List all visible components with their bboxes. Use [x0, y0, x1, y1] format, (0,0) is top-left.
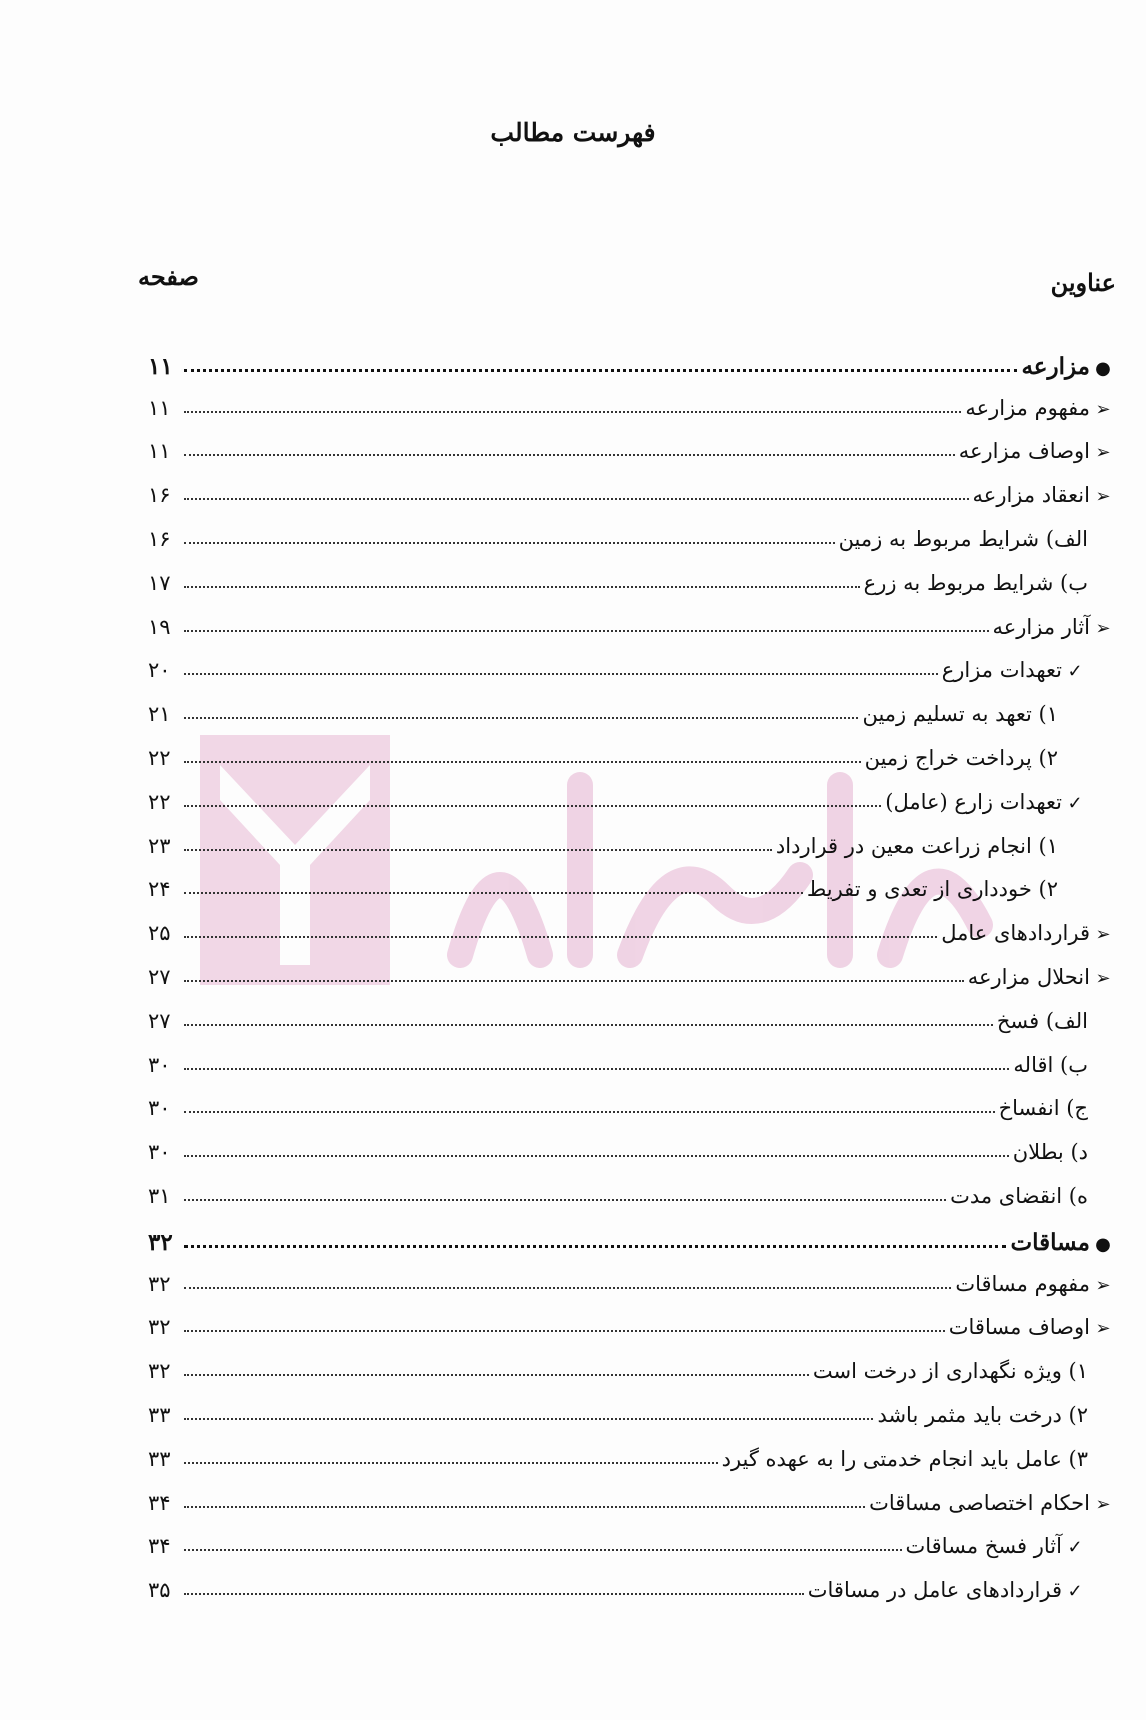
- dot-leader: [184, 611, 989, 632]
- page-title: فهرست مطالب: [490, 118, 656, 147]
- toc-entry-title: ج) انفساخ: [998, 1096, 1088, 1121]
- toc-entry-title: ۱) انجام زراعت معین در قرارداد: [775, 833, 1058, 858]
- toc-entry: [148, 1007, 1116, 1051]
- toc-entry-page-number: ۳۵: [148, 1578, 171, 1603]
- toc-entry-title: د) بطلان: [1012, 1140, 1088, 1165]
- arrow-bullet-icon: ➢: [1095, 1493, 1111, 1515]
- toc-entry-page-number: ۱۶: [148, 483, 171, 508]
- toc-entry: [148, 963, 1116, 1007]
- dot-leader: [184, 1049, 1009, 1070]
- dot-leader: [184, 1005, 993, 1026]
- dot-leader: [184, 786, 881, 807]
- toc-entry: [148, 657, 1116, 701]
- toc-entry-title: اوصاف مساقات: [948, 1315, 1090, 1340]
- toc-entry: [148, 1314, 1116, 1358]
- toc-entry: [148, 394, 1116, 438]
- checkmark-icon: ✓: [1067, 661, 1083, 683]
- arrow-bullet-icon: ➢: [1095, 1274, 1111, 1296]
- arrow-bullet-icon: ➢: [1095, 968, 1111, 990]
- bullet-icon: ●: [1095, 357, 1111, 379]
- toc-entry: [148, 788, 1116, 832]
- dot-leader: [184, 1312, 945, 1333]
- toc-entry: [148, 1095, 1116, 1139]
- toc-entry-title: ب) شرایط مربوط به زرع: [863, 570, 1088, 595]
- arrow-bullet-icon: ➢: [1095, 924, 1111, 946]
- toc-entry-title: آثار مزارعه: [992, 614, 1090, 639]
- arrow-bullet-icon: ➢: [1095, 442, 1111, 464]
- checkmark-icon: ✓: [1067, 1581, 1083, 1603]
- toc-entry-page-number: ۲۷: [148, 965, 171, 990]
- toc-entry-page-number: ۳۰: [148, 1140, 171, 1165]
- toc-entry-page-number: ۲۱: [148, 702, 171, 727]
- toc-entry-page-number: ۱۱: [148, 352, 173, 380]
- toc-entry: [148, 350, 1116, 394]
- toc-entry-page-number: ۳۴: [148, 1534, 171, 1559]
- dot-leader: [184, 874, 803, 895]
- page-column-header: صفحه: [138, 262, 199, 291]
- dot-leader: [184, 1574, 804, 1595]
- toc-entry-title: ۲) درخت باید مثمر باشد: [877, 1403, 1088, 1428]
- dot-leader: [184, 961, 964, 982]
- toc-entry-page-number: ۳۲: [148, 1271, 171, 1296]
- toc-entry-title: الف) فسخ: [996, 1008, 1088, 1033]
- toc-entry: [148, 1182, 1116, 1226]
- dot-leader: [184, 1355, 809, 1376]
- toc-entry: [148, 1051, 1116, 1095]
- toc-entry-page-number: ۳۳: [148, 1446, 171, 1471]
- toc-entry: [148, 1489, 1116, 1533]
- toc-entry-title: ۱) ویژه نگهداری از درخت است: [812, 1359, 1088, 1384]
- checkmark-icon: ✓: [1067, 1537, 1083, 1559]
- table-of-contents: [148, 350, 1116, 1620]
- toc-entry-page-number: ۱۹: [148, 614, 171, 639]
- checkmark-icon: ✓: [1067, 792, 1083, 814]
- dot-leader: [184, 1224, 1006, 1248]
- arrow-bullet-icon: ➢: [1095, 486, 1111, 508]
- toc-entry-title: تعهدات زارع (عامل): [885, 789, 1062, 814]
- dot-leader: [184, 1399, 873, 1420]
- dot-leader: [184, 567, 860, 588]
- dot-leader: [184, 655, 938, 676]
- titles-column-header: عناوین: [1050, 268, 1116, 297]
- toc-entry-title: ۳) عامل باید انجام خدمتی را به عهده گیرد: [721, 1446, 1088, 1471]
- toc-entry: [148, 700, 1116, 744]
- toc-entry-title: الف) شرایط مربوط به زمین: [838, 527, 1088, 552]
- toc-entry-page-number: ۲۲: [148, 789, 171, 814]
- dot-leader: [184, 1268, 951, 1289]
- toc-entry-title: انعقاد مزارعه: [972, 483, 1090, 508]
- toc-entry-title: انحلال مزارعه: [967, 965, 1090, 990]
- toc-entry-title: مفهوم مساقات: [955, 1271, 1090, 1296]
- toc-entry-title: قراردادهای عامل در مساقات: [807, 1578, 1062, 1603]
- toc-entry-title: ۲) خودداری از تعدی و تفریط: [806, 877, 1058, 902]
- dot-leader: [184, 698, 858, 719]
- toc-entry: [148, 1226, 1116, 1270]
- toc-entry: [148, 525, 1116, 569]
- dot-leader: [184, 917, 937, 938]
- toc-entry-page-number: ۲۷: [148, 1008, 171, 1033]
- bullet-icon: ●: [1095, 1233, 1111, 1255]
- toc-entry-title: تعهدات مزارع: [941, 658, 1062, 683]
- toc-entry-page-number: ۳۰: [148, 1096, 171, 1121]
- toc-entry: [148, 569, 1116, 613]
- toc-entry-page-number: ۱۱: [148, 395, 171, 420]
- dot-leader: [184, 1136, 1009, 1157]
- toc-entry: [148, 919, 1116, 963]
- toc-entry-title: آثار فسخ مساقات: [905, 1534, 1062, 1559]
- toc-entry: [148, 1445, 1116, 1489]
- toc-entry-page-number: ۲۴: [148, 877, 171, 902]
- toc-entry-page-number: ۱۱: [148, 439, 171, 464]
- toc-entry-title: ۲) پرداخت خراج زمین: [864, 746, 1058, 771]
- toc-entry: [148, 876, 1116, 920]
- dot-leader: [184, 523, 835, 544]
- arrow-bullet-icon: ➢: [1095, 1318, 1111, 1340]
- toc-entry: [148, 481, 1116, 525]
- toc-entry-page-number: ۳۴: [148, 1490, 171, 1515]
- toc-entry-page-number: ۳۳: [148, 1403, 171, 1428]
- toc-entry-page-number: ۱۷: [148, 570, 171, 595]
- dot-leader: [184, 436, 955, 457]
- toc-entry-title: ب) اقاله: [1013, 1052, 1088, 1077]
- toc-entry: [148, 832, 1116, 876]
- toc-entry-title: ه) انقضای مدت: [950, 1184, 1088, 1209]
- toc-entry-title: قراردادهای عامل: [941, 921, 1090, 946]
- dot-leader: [184, 1443, 718, 1464]
- toc-entry-page-number: ۳۲: [148, 1228, 173, 1256]
- toc-entry-title: ۱) تعهد به تسلیم زمین: [862, 702, 1058, 727]
- toc-entry: [148, 613, 1116, 657]
- dot-leader: [184, 392, 961, 413]
- dot-leader: [184, 348, 1017, 372]
- toc-entry-title: مزارعه: [1021, 352, 1090, 380]
- dot-leader: [184, 1531, 902, 1552]
- dot-leader: [184, 1180, 946, 1201]
- toc-entry: [148, 438, 1116, 482]
- toc-entry-page-number: ۳۰: [148, 1052, 171, 1077]
- dot-leader: [184, 742, 861, 763]
- toc-entry: [148, 1357, 1116, 1401]
- toc-entry: [148, 1533, 1116, 1577]
- toc-entry-page-number: ۲۵: [148, 921, 171, 946]
- toc-entry-title: اوصاف مزارعه: [958, 439, 1090, 464]
- toc-entry: [148, 1576, 1116, 1620]
- arrow-bullet-icon: ➢: [1095, 398, 1111, 420]
- arrow-bullet-icon: ➢: [1095, 617, 1111, 639]
- toc-entry: [148, 1138, 1116, 1182]
- toc-entry-title: احکام اختصاصی مساقات: [869, 1490, 1090, 1515]
- dot-leader: [184, 830, 772, 851]
- toc-entry-title: مساقات: [1010, 1228, 1090, 1256]
- dot-leader: [184, 1093, 995, 1114]
- dot-leader: [184, 1487, 865, 1508]
- toc-entry-page-number: ۱۶: [148, 527, 171, 552]
- toc-entry: [148, 744, 1116, 788]
- dot-leader: [184, 479, 969, 500]
- toc-entry-page-number: ۳۱: [148, 1184, 171, 1209]
- toc-entry-page-number: ۳۲: [148, 1315, 171, 1340]
- toc-entry-page-number: ۳۲: [148, 1359, 171, 1384]
- toc-entry-page-number: ۲۳: [148, 833, 171, 858]
- toc-entry-page-number: ۲۲: [148, 746, 171, 771]
- toc-entry: [148, 1401, 1116, 1445]
- toc-entry-title: مفهوم مزارعه: [965, 395, 1090, 420]
- toc-entry: [148, 1270, 1116, 1314]
- toc-entry-page-number: ۲۰: [148, 658, 171, 683]
